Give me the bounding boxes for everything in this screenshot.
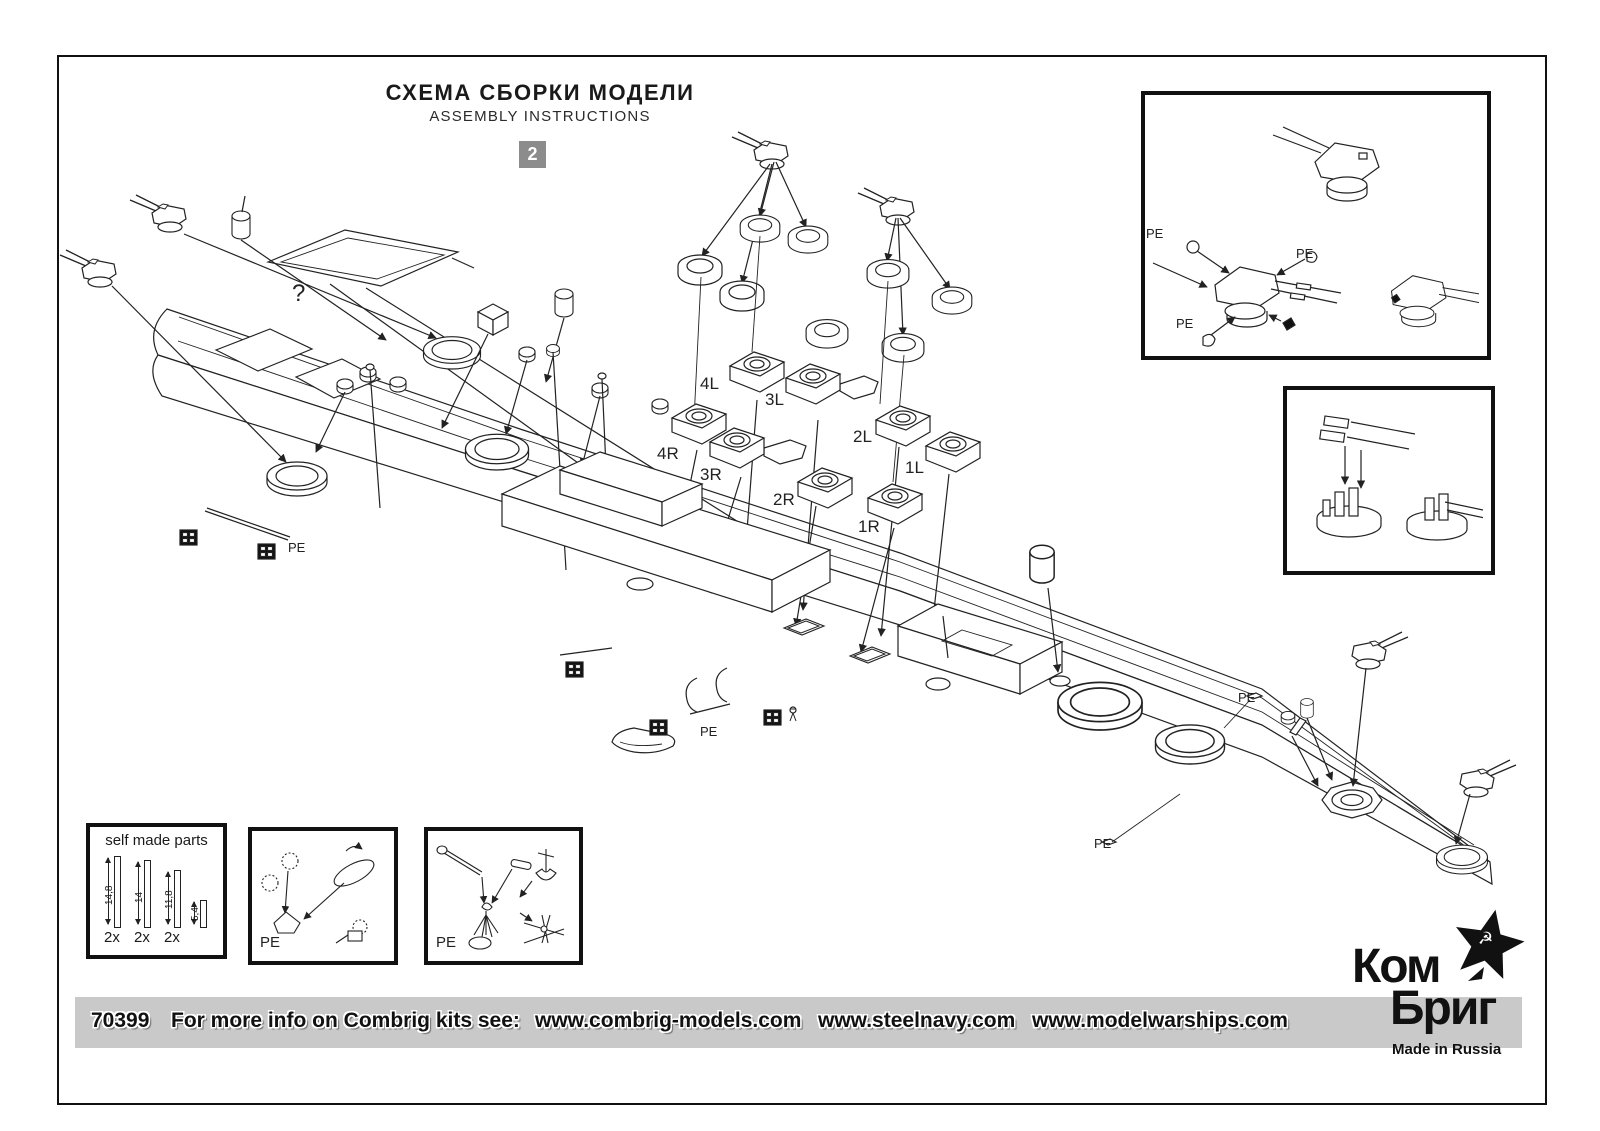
turret-position-label-1R: 1R <box>858 517 880 536</box>
footer-link-steelnavy: www.steelnavy.com <box>818 1009 1016 1032</box>
turret-position-label-2L: 2L <box>853 427 872 446</box>
pe-parts-box-2 <box>424 827 583 965</box>
rod-count-label: 2x <box>134 929 150 946</box>
rod-part <box>200 900 207 928</box>
question-mark-label: ? <box>292 280 306 307</box>
pe-label: PE <box>700 724 718 739</box>
rod-length-label: 5,4 <box>190 907 201 921</box>
self-made-parts-box <box>86 823 227 959</box>
pe-label: PE <box>1296 246 1314 261</box>
footer-link-combrig: www.combrig-models.com <box>535 1009 802 1032</box>
turret-position-label-1L: 1L <box>905 458 924 477</box>
rod-length-label: 14,8 <box>104 885 115 905</box>
rod-count-label: 2x <box>104 929 120 946</box>
turret-detail-drawing <box>1145 95 1479 348</box>
turret-detail-inset <box>1141 91 1491 360</box>
footer-bar <box>75 997 1522 1048</box>
rod-part <box>144 860 151 928</box>
pe-label: PE <box>1094 836 1112 851</box>
kombrig-logo <box>1330 905 1545 1070</box>
turret-position-label-3R: 3R <box>700 465 722 484</box>
step-number-badge: 2 <box>519 141 546 168</box>
kit-number: 70399 <box>91 1009 150 1032</box>
made-in-russia-label: Made in Russia <box>1392 1041 1502 1058</box>
gun-mount-drawing <box>1287 390 1483 563</box>
turret-position-label-2R: 2R <box>773 490 795 509</box>
gun-mount-inset <box>1283 386 1495 575</box>
pe-label: PE <box>288 540 306 555</box>
rod-length-label: 11,8 <box>164 890 175 909</box>
pe-label: PE <box>1176 316 1194 331</box>
self-made-parts-title: self made parts <box>105 832 208 849</box>
page-title: СХЕМА СБОРКИ МОДЕЛИ <box>385 80 695 105</box>
page-subtitle: ASSEMBLY INSTRUCTIONS <box>429 108 651 125</box>
turret-position-label-3L: 3L <box>765 390 784 409</box>
pe-parts-box-1 <box>248 827 398 965</box>
pe-label: PE <box>260 934 281 951</box>
logo-text-line2: Бриг <box>1390 982 1496 1035</box>
turret-position-label-4R: 4R <box>657 444 679 463</box>
rod-count-label: 2x <box>164 929 180 946</box>
pe-label: PE <box>1238 690 1256 705</box>
turret-position-label-4L: 4L <box>700 374 719 393</box>
pe-label: PE <box>436 934 457 951</box>
footer-link-modelwarships: www.modelwarships.com <box>1032 1009 1288 1032</box>
hammer-sickle-icon: ☭ <box>1478 929 1494 948</box>
rod-part <box>114 856 121 928</box>
pe-label: PE <box>1146 226 1164 241</box>
logo-text-line1: Ком <box>1352 940 1440 993</box>
footer-info-text: For more info on Combrig kits see: <box>171 1009 520 1032</box>
rod-length-label: 14 <box>134 891 145 903</box>
rod-part <box>174 870 181 928</box>
